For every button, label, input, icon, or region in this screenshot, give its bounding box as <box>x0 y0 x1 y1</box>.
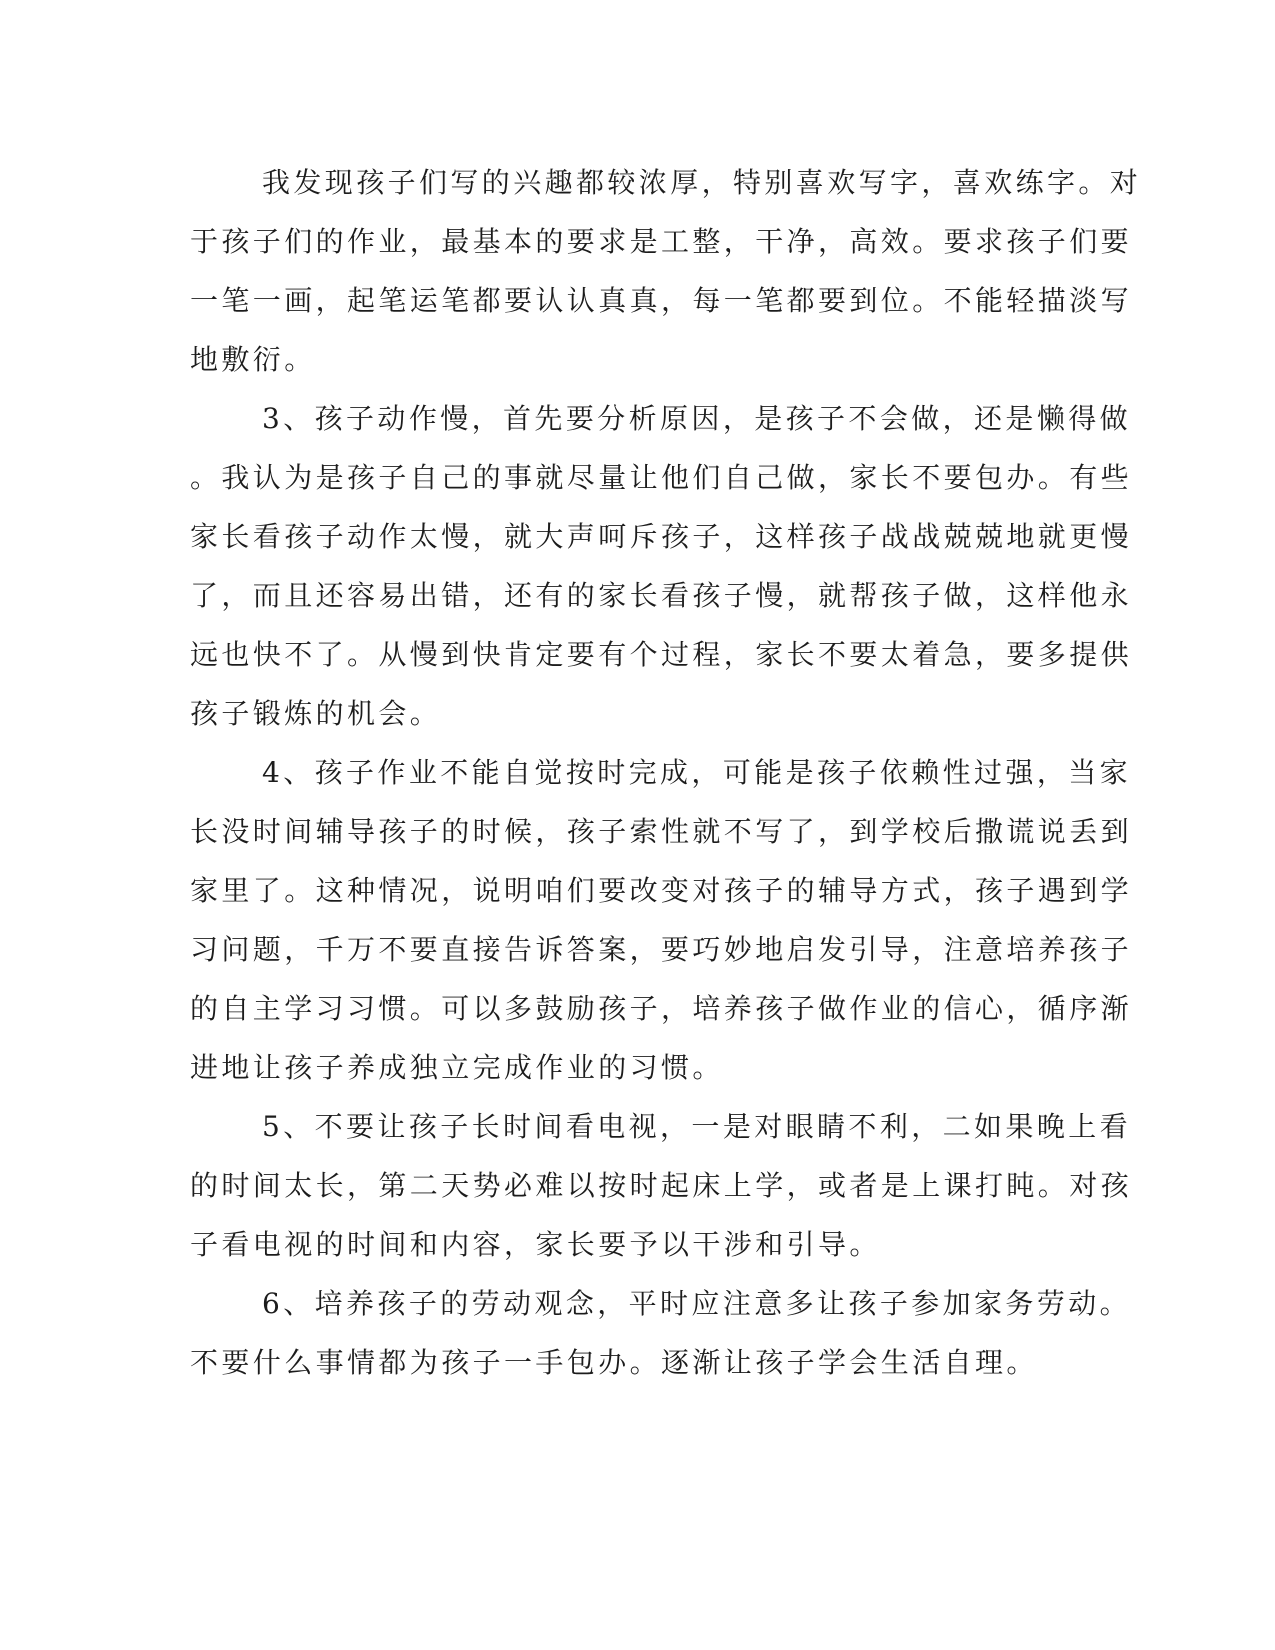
paragraph-line: 了，而且还容易出错，还有的家长看孩子慢，就帮孩子做，这样他永 <box>190 579 1133 612</box>
paragraph-line: 的自主学习习惯。可以多鼓励孩子，培养孩子做作业的信心，循序渐 <box>190 992 1133 1025</box>
paragraph-line: 家里了。这种情况，说明咱们要改变对孩子的辅导方式，孩子遇到学 <box>190 874 1133 907</box>
paragraph-line: 3、孩子动作慢，首先要分析原因，是孩子不会做，还是懒得做 <box>262 402 1132 435</box>
paragraph-line: 远也快不了。从慢到快肯定要有个过程，家长不要太着急，要多提供 <box>190 638 1133 671</box>
paragraph-line: 于孩子们的作业，最基本的要求是工整，干净，高效。要求孩子们要 <box>190 225 1133 258</box>
paragraph-line: 5、不要让孩子长时间看电视，一是对眼睛不利，二如果晚上看 <box>262 1110 1132 1143</box>
paragraph-line: 家长看孩子动作太慢，就大声呵斥孩子，这样孩子战战兢兢地就更慢 <box>190 520 1133 553</box>
paragraph-line: 子看电视的时间和内容，家长要予以干涉和引导。 <box>190 1228 881 1261</box>
paragraph-line: 的时间太长，第二天势必难以按时起床上学，或者是上课打盹。对孩 <box>190 1169 1133 1202</box>
paragraph-line: 一笔一画，起笔运笔都要认认真真，每一笔都要到位。不能轻描淡写 <box>190 284 1133 317</box>
paragraph-line: 孩子锻炼的机会。 <box>190 697 442 730</box>
paragraph-line: 长没时间辅导孩子的时候，孩子索性就不写了，到学校后撒谎说丢到 <box>190 815 1133 848</box>
paragraph-line: 地敷衍。 <box>190 343 316 376</box>
paragraph-line: 。我认为是孩子自己的事就尽量让他们自己做，家长不要包办。有些 <box>190 461 1133 494</box>
paragraph-line: 6、培养孩子的劳动观念，平时应注意多让孩子参加家务劳动。 <box>262 1287 1132 1320</box>
paragraph-line: 我发现孩子们写的兴趣都较浓厚，特别喜欢写字，喜欢练字。对 <box>262 166 1142 199</box>
paragraph-line: 习问题，千万不要直接告诉答案，要巧妙地启发引导，注意培养孩子 <box>190 933 1133 966</box>
paragraph-line: 不要什么事情都为孩子一手包办。逐渐让孩子学会生活自理。 <box>190 1346 1038 1379</box>
paragraph-line: 4、孩子作业不能自觉按时完成，可能是孩子依赖性过强，当家 <box>262 756 1132 789</box>
paragraph-line: 进地让孩子养成独立完成作业的习惯。 <box>190 1051 724 1084</box>
